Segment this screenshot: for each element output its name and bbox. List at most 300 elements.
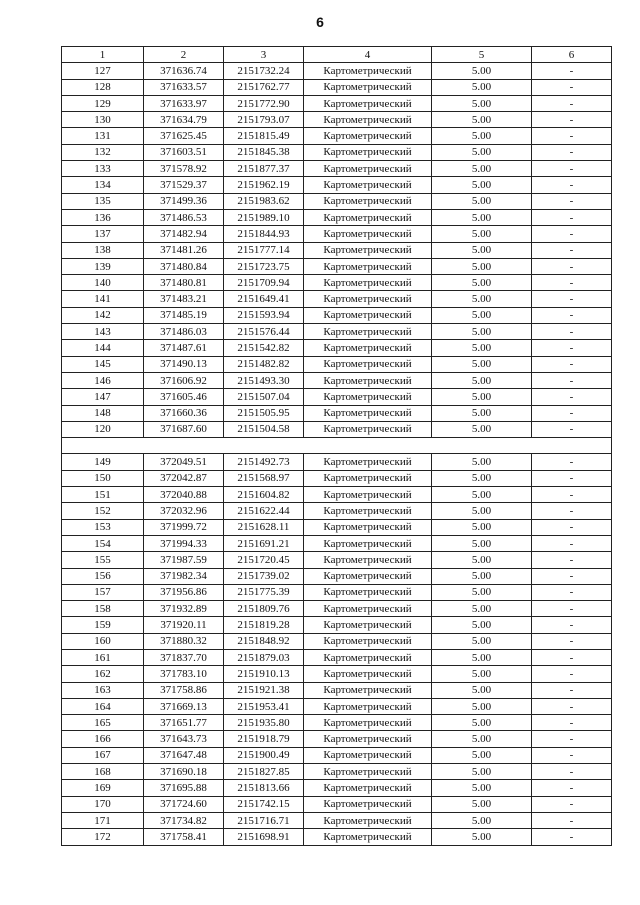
table-cell: 5.00 [432, 307, 532, 323]
table-cell: - [532, 780, 612, 796]
table-cell: Картометрический [304, 829, 432, 845]
table-cell: - [532, 503, 612, 519]
table-cell: 5.00 [432, 421, 532, 437]
table-cell: 135 [62, 193, 144, 209]
table-row [62, 584, 612, 600]
table-cell: 142 [62, 307, 144, 323]
separator-cell [62, 438, 612, 454]
table-cell: 371987.59 [144, 552, 224, 568]
table-cell: 2151910.13 [224, 666, 304, 682]
table-cell: Картометрический [304, 95, 432, 111]
column-header: 6 [532, 47, 612, 63]
table-row [62, 487, 612, 503]
table-cell: - [532, 698, 612, 714]
table-cell: 5.00 [432, 161, 532, 177]
table-cell: - [532, 666, 612, 682]
table-cell: - [532, 747, 612, 763]
table-cell: 164 [62, 698, 144, 714]
table-cell: - [532, 242, 612, 258]
table-row [62, 666, 612, 682]
table-cell: - [532, 209, 612, 225]
table-cell: Картометрический [304, 389, 432, 405]
table-cell: 5.00 [432, 584, 532, 600]
table-cell: 140 [62, 275, 144, 291]
table-cell: - [532, 715, 612, 731]
table-cell: 5.00 [432, 258, 532, 274]
table-cell: 2151793.07 [224, 112, 304, 128]
table-row [62, 242, 612, 258]
table-row [62, 747, 612, 763]
table-cell: 2151989.10 [224, 209, 304, 225]
table-cell: - [532, 454, 612, 470]
table-row [62, 356, 612, 372]
table-cell: 2151628.11 [224, 519, 304, 535]
table-cell: 144 [62, 340, 144, 356]
table-cell: Картометрический [304, 796, 432, 812]
table-cell: - [532, 796, 612, 812]
table-cell: 161 [62, 649, 144, 665]
table-cell: 371734.82 [144, 812, 224, 828]
table-cell: - [532, 731, 612, 747]
table-cell: Картометрический [304, 487, 432, 503]
table-cell: 2151877.37 [224, 161, 304, 177]
table-cell: 371695.88 [144, 780, 224, 796]
table-cell: 371837.70 [144, 649, 224, 665]
table-cell: Картометрический [304, 454, 432, 470]
table-cell: 372040.88 [144, 487, 224, 503]
table-cell: - [532, 275, 612, 291]
table-cell: 2151698.91 [224, 829, 304, 845]
table-cell: 5.00 [432, 601, 532, 617]
table-row [62, 568, 612, 584]
table-row [62, 812, 612, 828]
table-cell: 137 [62, 226, 144, 242]
table-cell: 150 [62, 470, 144, 486]
table-cell: 153 [62, 519, 144, 535]
table-cell: 2151723.75 [224, 258, 304, 274]
table-header-row [62, 47, 612, 63]
table-cell: 371634.79 [144, 112, 224, 128]
table-cell: 2151983.62 [224, 193, 304, 209]
table-cell: 2151921.38 [224, 682, 304, 698]
table-cell: 2151762.77 [224, 79, 304, 95]
table-cell: 371483.21 [144, 291, 224, 307]
table-row [62, 829, 612, 845]
table-cell: 5.00 [432, 796, 532, 812]
table-cell: 371603.51 [144, 144, 224, 160]
table-row [62, 633, 612, 649]
table-row [62, 291, 612, 307]
table-cell: - [532, 161, 612, 177]
table-cell: 5.00 [432, 226, 532, 242]
table-cell: Картометрический [304, 715, 432, 731]
table-cell: 5.00 [432, 291, 532, 307]
table-cell: Картометрический [304, 764, 432, 780]
table-row [62, 95, 612, 111]
table-cell: - [532, 193, 612, 209]
table-cell: 371687.60 [144, 421, 224, 437]
table-cell: - [532, 535, 612, 551]
table-row [62, 601, 612, 617]
table-cell: Картометрический [304, 470, 432, 486]
table-cell: 120 [62, 421, 144, 437]
table-cell: 5.00 [432, 95, 532, 111]
table-cell: 371724.60 [144, 796, 224, 812]
table-cell: 172 [62, 829, 144, 845]
table-cell: 371660.36 [144, 405, 224, 421]
table-cell: 2151709.94 [224, 275, 304, 291]
table-cell: Картометрический [304, 258, 432, 274]
table-row [62, 503, 612, 519]
table-cell: Картометрический [304, 372, 432, 388]
table-cell: 2151900.49 [224, 747, 304, 763]
table-cell: 371482.94 [144, 226, 224, 242]
table-cell: 371758.41 [144, 829, 224, 845]
table-cell: 371578.92 [144, 161, 224, 177]
table-cell: - [532, 487, 612, 503]
table-cell: 5.00 [432, 242, 532, 258]
table-cell: Картометрический [304, 161, 432, 177]
table-cell: 371932.89 [144, 601, 224, 617]
table-cell: 371880.32 [144, 633, 224, 649]
table-cell: 151 [62, 487, 144, 503]
table-cell: 5.00 [432, 519, 532, 535]
table-cell: Картометрический [304, 747, 432, 763]
table-cell: 2151935.80 [224, 715, 304, 731]
table-cell: 167 [62, 747, 144, 763]
table-cell: 2151918.79 [224, 731, 304, 747]
table-row [62, 731, 612, 747]
table-row [62, 177, 612, 193]
table-cell: 2151739.02 [224, 568, 304, 584]
group-separator-row [62, 438, 612, 454]
table-cell: 371783.10 [144, 666, 224, 682]
table-cell: 371633.57 [144, 79, 224, 95]
table-cell: 2151815.49 [224, 128, 304, 144]
table-row [62, 698, 612, 714]
table-cell: 371643.73 [144, 731, 224, 747]
table-cell: 371669.13 [144, 698, 224, 714]
column-header: 2 [144, 47, 224, 63]
table-cell: 371758.86 [144, 682, 224, 698]
table-cell: 371499.36 [144, 193, 224, 209]
table-row [62, 340, 612, 356]
table-cell: 371920.11 [144, 617, 224, 633]
table-cell: Картометрический [304, 633, 432, 649]
table-cell: 5.00 [432, 356, 532, 372]
column-header: 1 [62, 47, 144, 63]
table-cell: 166 [62, 731, 144, 747]
table-cell: - [532, 568, 612, 584]
table-cell: Картометрический [304, 307, 432, 323]
table-row [62, 454, 612, 470]
table-row [62, 258, 612, 274]
table-cell: - [532, 177, 612, 193]
table-cell: - [532, 372, 612, 388]
table-cell: - [532, 584, 612, 600]
table-cell: - [532, 812, 612, 828]
table-row [62, 796, 612, 812]
table-row [62, 780, 612, 796]
table-cell: Картометрический [304, 649, 432, 665]
table-cell: 146 [62, 372, 144, 388]
table-row [62, 552, 612, 568]
table-cell: - [532, 112, 612, 128]
table-cell: 371651.77 [144, 715, 224, 731]
table-cell: 371487.61 [144, 340, 224, 356]
table-cell: 2151492.73 [224, 454, 304, 470]
table-row [62, 715, 612, 731]
table-cell: 2151845.38 [224, 144, 304, 160]
table-cell: 5.00 [432, 372, 532, 388]
table-cell: 169 [62, 780, 144, 796]
table-cell: 2151505.95 [224, 405, 304, 421]
table-cell: - [532, 649, 612, 665]
table-cell: 171 [62, 812, 144, 828]
table-cell: 5.00 [432, 112, 532, 128]
table-cell: - [532, 307, 612, 323]
table-row [62, 193, 612, 209]
table-cell: 2151542.82 [224, 340, 304, 356]
table-cell: 2151507.04 [224, 389, 304, 405]
table-cell: Картометрический [304, 242, 432, 258]
table-cell: 5.00 [432, 324, 532, 340]
table-cell: 371606.92 [144, 372, 224, 388]
table-row [62, 128, 612, 144]
table-row [62, 275, 612, 291]
table-cell: 141 [62, 291, 144, 307]
table-cell: 5.00 [432, 666, 532, 682]
table-row [62, 63, 612, 79]
table-cell: 371529.37 [144, 177, 224, 193]
table-cell: 5.00 [432, 144, 532, 160]
page-number: 6 [316, 14, 324, 30]
table-cell: 152 [62, 503, 144, 519]
table-cell: 2151568.97 [224, 470, 304, 486]
table-cell: - [532, 291, 612, 307]
table-row [62, 144, 612, 160]
table-cell: - [532, 617, 612, 633]
table-cell: 2151691.21 [224, 535, 304, 551]
table-cell: - [532, 552, 612, 568]
table-cell: - [532, 519, 612, 535]
table-cell: 168 [62, 764, 144, 780]
table-cell: 5.00 [432, 682, 532, 698]
table-cell: - [532, 764, 612, 780]
table-cell: - [532, 829, 612, 845]
table-cell: 2151775.39 [224, 584, 304, 600]
table-cell: 2151953.41 [224, 698, 304, 714]
table-cell: Картометрический [304, 698, 432, 714]
table-cell: 5.00 [432, 764, 532, 780]
table-cell: 2151848.92 [224, 633, 304, 649]
table-cell: Картометрический [304, 63, 432, 79]
table-cell: 371956.86 [144, 584, 224, 600]
column-header: 4 [304, 47, 432, 63]
table-cell: 131 [62, 128, 144, 144]
table-cell: 5.00 [432, 617, 532, 633]
table-cell: 371485.19 [144, 307, 224, 323]
table-cell: 158 [62, 601, 144, 617]
table-cell: Картометрический [304, 356, 432, 372]
table-cell: 5.00 [432, 812, 532, 828]
table-cell: 130 [62, 112, 144, 128]
table-cell: 5.00 [432, 633, 532, 649]
table-cell: Картометрический [304, 421, 432, 437]
table-cell: - [532, 226, 612, 242]
table-cell: 372032.96 [144, 503, 224, 519]
table-cell: 2151593.94 [224, 307, 304, 323]
table-body [62, 47, 612, 846]
table-row [62, 307, 612, 323]
table-cell: 129 [62, 95, 144, 111]
table-cell: 5.00 [432, 177, 532, 193]
table-cell: 2151844.93 [224, 226, 304, 242]
table-cell: 2151604.82 [224, 487, 304, 503]
table-cell: 136 [62, 209, 144, 225]
table-cell: 170 [62, 796, 144, 812]
table-cell: 127 [62, 63, 144, 79]
table-row [62, 421, 612, 437]
table-cell: 5.00 [432, 454, 532, 470]
coordinates-table [61, 46, 612, 846]
table-cell: - [532, 356, 612, 372]
table-cell: 371490.13 [144, 356, 224, 372]
table-cell: Картометрический [304, 780, 432, 796]
table-row [62, 161, 612, 177]
table-cell: 5.00 [432, 535, 532, 551]
table-cell: 162 [62, 666, 144, 682]
table-cell: 5.00 [432, 731, 532, 747]
table-cell: - [532, 324, 612, 340]
table-cell: 371636.74 [144, 63, 224, 79]
table-cell: Картометрический [304, 568, 432, 584]
table-cell: 5.00 [432, 487, 532, 503]
table-cell: 5.00 [432, 63, 532, 79]
table-cell: Картометрический [304, 617, 432, 633]
table-cell: 5.00 [432, 568, 532, 584]
table-cell: 163 [62, 682, 144, 698]
table-row [62, 519, 612, 535]
table-cell: 371647.48 [144, 747, 224, 763]
table-row [62, 649, 612, 665]
table-row [62, 372, 612, 388]
table-row [62, 389, 612, 405]
table-cell: 5.00 [432, 389, 532, 405]
table-cell: Картометрический [304, 209, 432, 225]
table-cell: - [532, 144, 612, 160]
table-cell: - [532, 421, 612, 437]
table-cell: 147 [62, 389, 144, 405]
table-cell: 371486.53 [144, 209, 224, 225]
table-cell: Картометрический [304, 682, 432, 698]
table-cell: Картометрический [304, 666, 432, 682]
table-cell: Картометрический [304, 519, 432, 535]
table-cell: 165 [62, 715, 144, 731]
table-cell: 2151504.58 [224, 421, 304, 437]
table-cell: Картометрический [304, 552, 432, 568]
table-cell: 371625.45 [144, 128, 224, 144]
table-row [62, 112, 612, 128]
table-row [62, 79, 612, 95]
table-cell: 2151772.90 [224, 95, 304, 111]
table-cell: 5.00 [432, 79, 532, 95]
table-cell: 2151827.85 [224, 764, 304, 780]
table-cell: 5.00 [432, 470, 532, 486]
table-cell: 2151819.28 [224, 617, 304, 633]
table-cell: 2151622.44 [224, 503, 304, 519]
table-cell: 371633.97 [144, 95, 224, 111]
table-cell: 128 [62, 79, 144, 95]
table-cell: 2151576.44 [224, 324, 304, 340]
table-cell: 5.00 [432, 698, 532, 714]
table-cell: 2151493.30 [224, 372, 304, 388]
table-cell: 2151716.71 [224, 812, 304, 828]
table-cell: Картометрический [304, 112, 432, 128]
table-cell: 371982.34 [144, 568, 224, 584]
table-cell: 5.00 [432, 340, 532, 356]
table-cell: 371690.18 [144, 764, 224, 780]
table-row [62, 470, 612, 486]
table-cell: 148 [62, 405, 144, 421]
table-cell: Картометрический [304, 503, 432, 519]
table-cell: 138 [62, 242, 144, 258]
table-cell: Картометрический [304, 193, 432, 209]
table-cell: 2151879.03 [224, 649, 304, 665]
table-cell: - [532, 389, 612, 405]
table-cell: Картометрический [304, 584, 432, 600]
table-cell: 5.00 [432, 193, 532, 209]
table-cell: 5.00 [432, 649, 532, 665]
table-cell: 5.00 [432, 209, 532, 225]
table-cell: 143 [62, 324, 144, 340]
table-cell: Картометрический [304, 324, 432, 340]
table-cell: Картометрический [304, 128, 432, 144]
table-cell: 157 [62, 584, 144, 600]
table-cell: - [532, 601, 612, 617]
table-cell: 139 [62, 258, 144, 274]
table-cell: 372042.87 [144, 470, 224, 486]
table-cell: Картометрический [304, 731, 432, 747]
table-cell: 132 [62, 144, 144, 160]
table-cell: 5.00 [432, 552, 532, 568]
table-cell: Картометрический [304, 535, 432, 551]
column-header: 3 [224, 47, 304, 63]
table-cell: 154 [62, 535, 144, 551]
table-cell: 2151777.14 [224, 242, 304, 258]
table-cell: - [532, 258, 612, 274]
table-cell: 5.00 [432, 128, 532, 144]
table-cell: 2151813.66 [224, 780, 304, 796]
table-cell: Картометрический [304, 144, 432, 160]
table-row [62, 617, 612, 633]
table-cell: - [532, 128, 612, 144]
table-row [62, 226, 612, 242]
table-cell: Картометрический [304, 177, 432, 193]
table-cell: 371480.81 [144, 275, 224, 291]
table-cell: 371994.33 [144, 535, 224, 551]
table-cell: Картометрический [304, 79, 432, 95]
table-cell: 2151809.76 [224, 601, 304, 617]
column-header: 5 [432, 47, 532, 63]
table-cell: - [532, 95, 612, 111]
table-cell: 2151482.82 [224, 356, 304, 372]
table-cell: - [532, 470, 612, 486]
table-cell: - [532, 405, 612, 421]
table-cell: 371480.84 [144, 258, 224, 274]
table-cell: Картометрический [304, 340, 432, 356]
table-cell: 160 [62, 633, 144, 649]
